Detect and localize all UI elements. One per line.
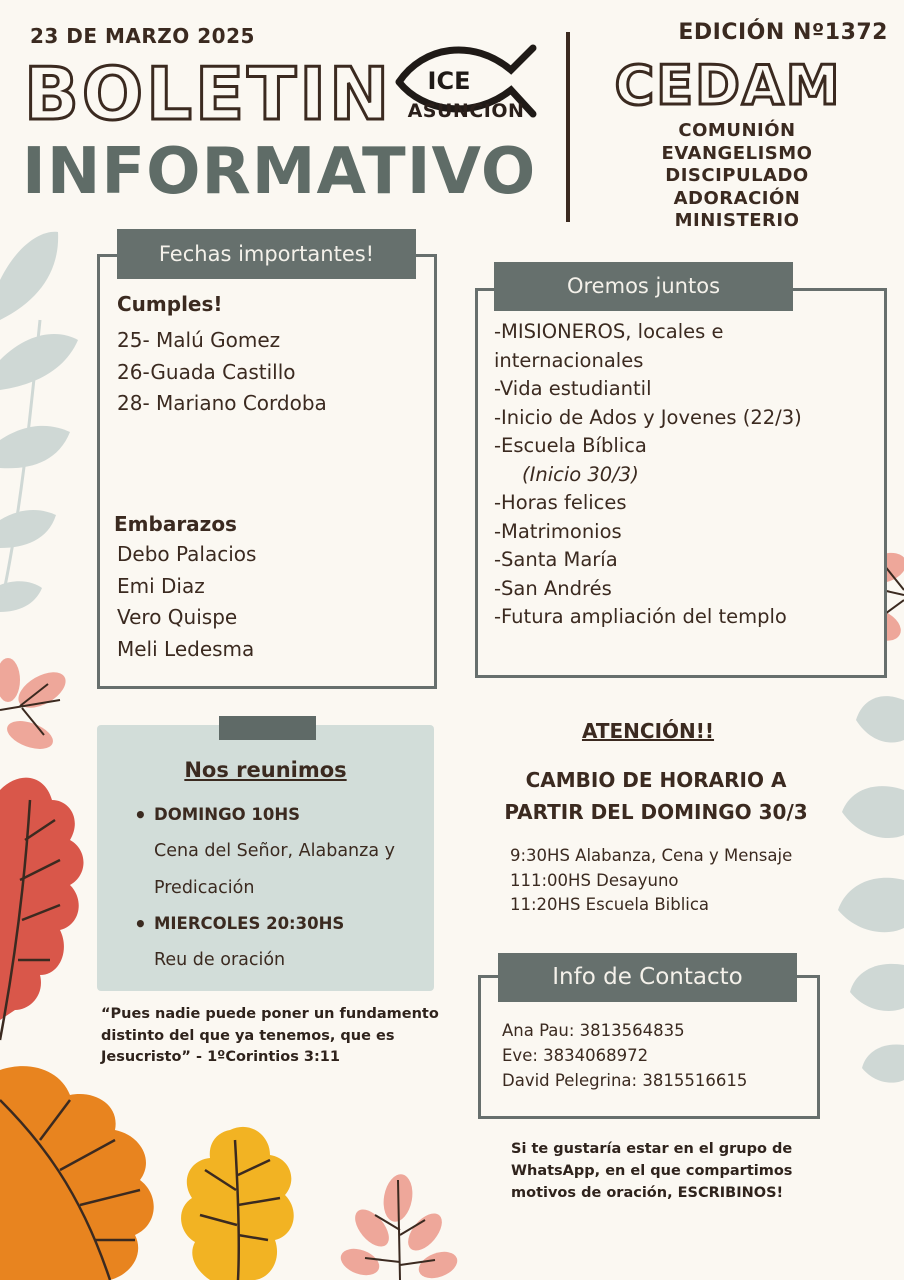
edition-number: EDICIÓN Nº1372 — [678, 20, 888, 45]
list-item: internacionales — [494, 348, 644, 372]
meeting-day: • MIERCOLES 20:30HS — [134, 906, 434, 942]
oremos-tag: Oremos juntos — [494, 262, 793, 311]
schedule-item: 11:20HS Escuela Biblica — [510, 895, 710, 914]
pillar-item: ADORACIÓN — [673, 187, 801, 209]
list-item: 26-Guada Castillo — [117, 359, 296, 384]
bulletin-date: 23 DE MARZO 2025 — [30, 24, 255, 48]
atencion-line: PARTIR DEL DOMINGO 30/3 — [504, 800, 808, 824]
logo-subtitle: ASUNCIÓN — [407, 100, 525, 122]
list-item: -Santa María — [494, 548, 618, 571]
list-item: Vero Quispe — [117, 605, 238, 629]
oremos-list — [494, 318, 878, 632]
fechas-tag: Fechas importantes! — [117, 229, 416, 279]
pillar-item: MINISTERIO — [674, 210, 800, 231]
meeting-desc: Predicación — [154, 877, 255, 898]
list-item: Meli Ledesma — [117, 636, 255, 661]
list-item: -Vida estudiantil — [494, 377, 652, 400]
embarazos-list — [117, 539, 256, 665]
pillar-item: COMUNIÓN — [678, 120, 796, 141]
pillar-item: EVANGELISMO — [661, 142, 813, 164]
pillars-list — [618, 120, 856, 233]
orange-leaf-icon — [0, 1066, 154, 1280]
meeting-desc: Cena del Señor, Alabanza y — [154, 841, 395, 861]
pillar-item: DISCIPULADO — [665, 165, 809, 186]
tape-decoration — [219, 716, 316, 740]
header-divider — [566, 32, 570, 222]
whatsapp-note: Si te gustaría estar en el grupo de WhatsApp, en el que compartimos motivos de oración, ESCRIBINOS! — [511, 1141, 793, 1201]
pink-leaf-icon — [0, 658, 72, 754]
schedule-item: 9:30HS Alabanza, Cena y Mensaje — [510, 846, 793, 865]
atencion-subheading — [480, 764, 832, 828]
list-item: -Escuela Bíblica — [494, 434, 647, 457]
schedule-list — [510, 844, 792, 918]
list-item: Debo Palacios — [117, 542, 257, 566]
yellow-leaf-icon — [181, 1127, 294, 1280]
embarazos-heading: Embarazos — [114, 512, 237, 536]
contact-item: Eve: 3834068972 — [502, 1046, 649, 1065]
meeting-day: • DOMINGO 10HS — [134, 797, 434, 833]
contact-list — [502, 1018, 747, 1093]
list-item: -MISIONEROS, locales e — [494, 320, 724, 343]
list-item: -San Andrés — [494, 576, 612, 600]
schedule-item: 111:00HS Desayuno — [510, 870, 679, 890]
org-name: CEDAM — [614, 54, 842, 117]
title-line2: INFORMATIVO — [22, 135, 537, 209]
list-item: -Matrimonios — [494, 519, 622, 543]
list-item: -Futura ampliación del templo — [494, 605, 787, 628]
contact-tag: Info de Contacto — [498, 953, 797, 1002]
contact-item: Ana Pau: 3813564835 — [502, 1021, 685, 1040]
list-item: -Inicio de Ados y Jovenes (22/3) — [494, 405, 802, 429]
list-item: Emi Diaz — [117, 573, 205, 598]
sage-leaf-icon — [838, 696, 904, 1083]
list-item: 25- Malú Gomez — [117, 328, 281, 352]
contact-item: David Pelegrina: 3815516615 — [502, 1071, 748, 1090]
atencion-heading: ATENCIÓN!! — [581, 719, 715, 743]
title-line1: BOLETIN — [24, 52, 393, 136]
meeting-desc: Reu de oración — [154, 950, 286, 970]
reunimos-list — [134, 797, 434, 979]
list-item: (Inicio 30/3) — [522, 462, 639, 486]
reunimos-heading: Nos reunimos — [184, 758, 347, 782]
list-item: 28- Mariano Cordoba — [117, 391, 327, 415]
list-item: -Horas felices — [494, 491, 627, 514]
cumples-list — [117, 325, 327, 420]
cumples-heading: Cumples! — [117, 292, 223, 316]
red-leaf-icon — [0, 778, 84, 1040]
atencion-line: CAMBIO DE HORARIO A — [525, 768, 787, 792]
bible-quote: “Pues nadie puede poner un fundamento distinto del que ya tenemos, que es Jesucristo” - 1ºCorintios 3:11 — [101, 1006, 439, 1065]
logo-text: ICE — [427, 67, 471, 95]
